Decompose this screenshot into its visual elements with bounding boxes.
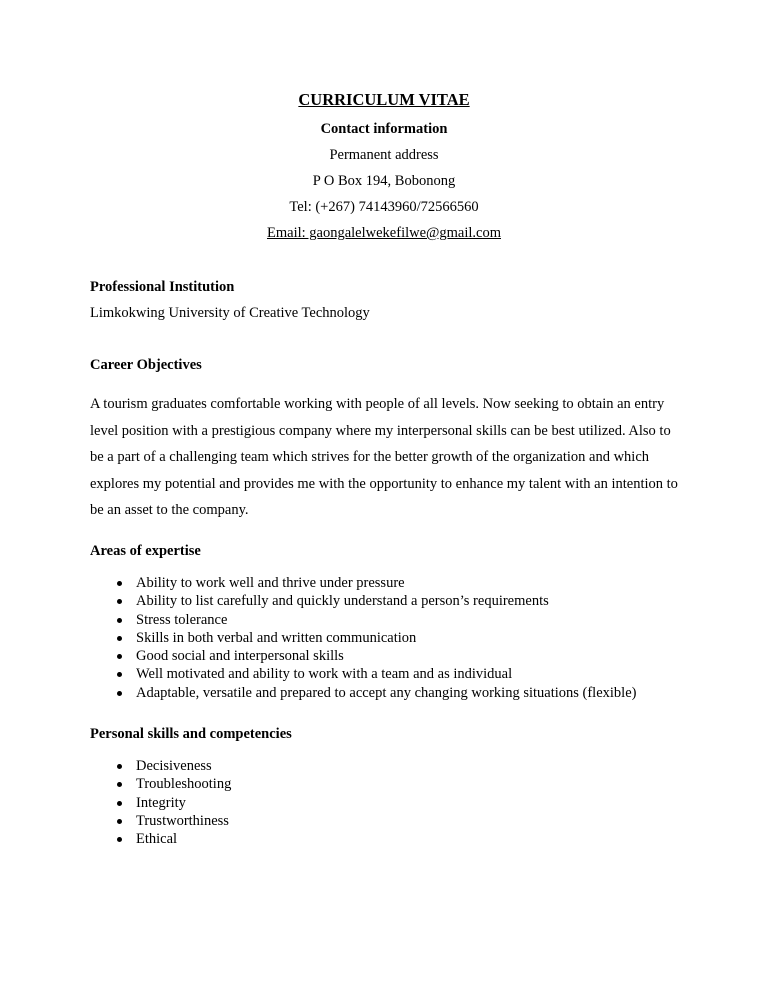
list-item	[90, 830, 690, 848]
objectives-heading: Career Objectives	[90, 357, 202, 373]
bullet-icon	[117, 691, 122, 696]
institution-heading: Professional Institution	[90, 279, 235, 295]
objectives-paragraph: A tourism graduates comfortable working with people of all levels. Now seeking to obtain an entry level position with a prestigious company where my interpersonal skills can be best utilized. Also to be a part of a challenging team which strives for the better growth of the organization and which explores my potential and provides me with the opportunity to enhance my talent with an intention to be an asset to the company.	[90, 396, 678, 518]
list-item	[90, 592, 690, 610]
objectives-section	[90, 352, 690, 524]
bullet-icon	[117, 618, 122, 623]
list-item	[90, 794, 690, 812]
bullet-icon	[117, 581, 122, 586]
contact-heading: Contact information	[320, 121, 448, 137]
telephone: Tel: (+267) 74143960/72566560	[289, 199, 479, 215]
list-item	[90, 812, 690, 830]
bullet-icon	[117, 837, 122, 842]
bullet-icon	[117, 672, 122, 677]
bullet-icon	[117, 654, 122, 659]
list-item	[90, 665, 690, 683]
list-item	[90, 611, 690, 629]
list-item	[90, 647, 690, 665]
list-item-text: Integrity	[136, 794, 186, 811]
document-title: CURRICULUM VITAE	[298, 90, 470, 109]
expertise-section	[90, 538, 690, 702]
list-item-text: Ability to list carefully and quickly understand a person’s requirements	[136, 593, 549, 610]
skills-list	[90, 757, 690, 848]
expertise-list	[90, 574, 690, 702]
list-item-text: Troubleshooting	[136, 776, 232, 793]
list-item	[90, 775, 690, 793]
list-item-text: Adaptable, versatile and prepared to accept any changing working situations (flexible)	[136, 684, 637, 701]
list-item	[90, 757, 690, 775]
list-item-text: Trustworthiness	[136, 812, 229, 829]
skills-section	[90, 721, 690, 848]
bullet-icon	[117, 801, 122, 806]
po-box: P O Box 194, Bobonong	[312, 173, 456, 189]
skills-heading: Personal skills and competencies	[90, 726, 292, 742]
list-item-text: Decisiveness	[136, 758, 212, 774]
institution-section	[90, 274, 690, 326]
list-item	[90, 684, 690, 702]
list-item-text: Well motivated and ability to work with a team and as individual	[136, 666, 513, 683]
bullet-icon	[117, 764, 122, 769]
institution-name: Limkokwing University of Creative Technology	[90, 305, 370, 321]
list-item-text: Ability to work well and thrive under pressure	[136, 575, 405, 591]
bullet-icon	[117, 636, 122, 641]
list-item-text: Good social and interpersonal skills	[136, 648, 344, 665]
cv-header	[0, 88, 768, 246]
bullet-icon	[117, 782, 122, 787]
email-address: Email: gaongalelwekefilwe@gmail.com	[267, 225, 501, 241]
address-label: Permanent address	[329, 147, 439, 163]
list-item-text: Ethical	[136, 831, 178, 848]
list-item-text: Stress tolerance	[136, 611, 228, 628]
list-item	[90, 629, 690, 647]
expertise-heading: Areas of expertise	[90, 543, 201, 559]
bullet-icon	[117, 599, 122, 604]
list-item	[90, 574, 690, 592]
bullet-icon	[117, 819, 122, 824]
list-item-text: Skills in both verbal and written communication	[136, 629, 417, 646]
